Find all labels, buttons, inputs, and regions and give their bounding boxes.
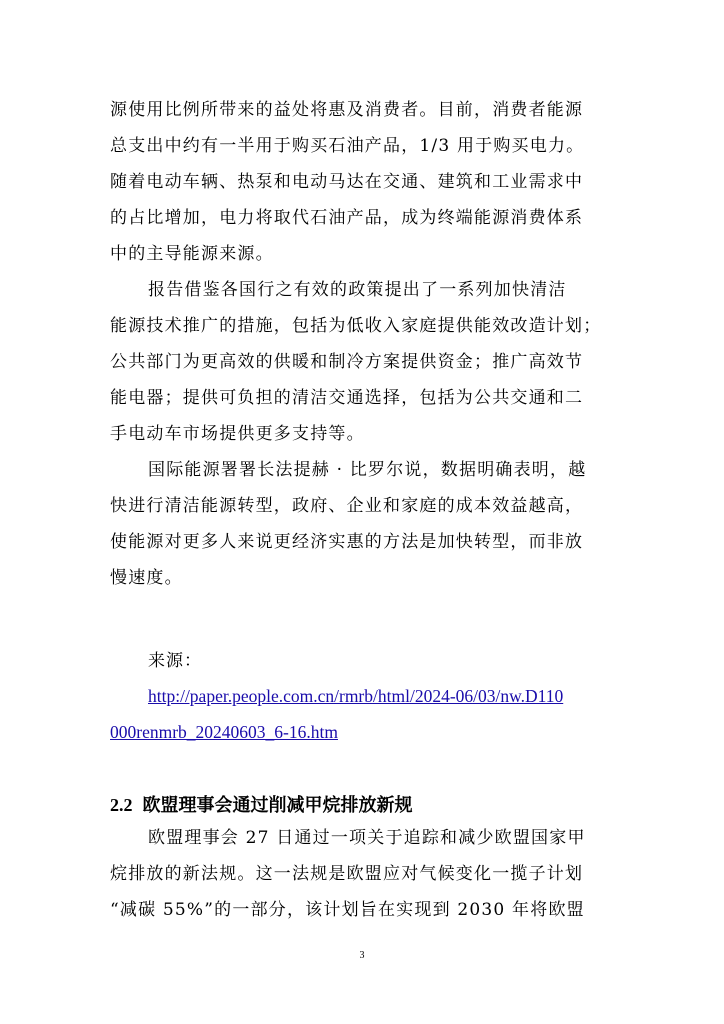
text-line: 源使用比例所带来的益处将惠及消费者。目前，消费者能源 <box>110 100 584 120</box>
text-line: 国际能源署署长法提赫 · 比罗尔说，数据明确表明，越 <box>148 460 587 480</box>
text-line: “减碳 55%”的一部分，该计划旨在实现到 2030 年将欧盟 <box>110 900 585 920</box>
section-heading <box>110 792 413 819</box>
text-line: 报告借鉴各国行之有效的政策提出了一系列加快清洁 <box>148 280 567 300</box>
text-line: 总支出中约有一半用于购买石油产品，1/3 用于购买电力。 <box>110 136 585 156</box>
text-line: 慢速度。 <box>110 568 183 588</box>
text-line: 的占比增加，电力将取代石油产品，成为终端能源消费体系 <box>110 208 584 228</box>
text-line: 能电器；提供可负担的清洁交通选择，包括为公共交通和二 <box>110 388 584 408</box>
source-link-line-1[interactable]: http://paper.people.com.cn/rmrb/html/2024-06/03/nw.D110 <box>148 686 564 706</box>
text-line: 中的主导能源来源。 <box>110 244 274 264</box>
text-line: 手电动车市场提供更多支持等。 <box>110 424 365 444</box>
text-line: 使能源对更多人来说更经济实惠的方法是加快转型，而非放 <box>110 532 584 552</box>
section-number: 2.2 <box>110 795 133 815</box>
text-line: 公共部门为更高效的供暖和制冷方案提供资金；推广高效节 <box>110 352 584 372</box>
paragraph-methane-regulation <box>110 820 616 928</box>
text-line: 快进行清洁能源转型，政府、企业和家庭的成本效益越高， <box>110 496 584 516</box>
paragraph-iea-quote <box>110 452 616 596</box>
page-number: 3 <box>359 950 365 961</box>
text-line: 烷排放的新法规。这一法规是欧盟应对气候变化一揽子计划 <box>110 864 584 884</box>
text-line: 欧盟理事会 27 日通过一项关于追踪和减少欧盟国家甲 <box>148 828 586 848</box>
text-line: 能源技术推广的措施，包括为低收入家庭提供能效改造计划； <box>110 316 602 336</box>
source-link-line-2[interactable]: 000renmrb_20240603_6-16.htm <box>110 722 338 742</box>
source-label: 来源： <box>148 651 202 671</box>
paragraph-consumer-benefits <box>110 92 616 272</box>
section-title: 欧盟理事会通过削减甲烷排放新规 <box>142 795 413 816</box>
text-line: 随着电动车辆、热泵和电动马达在交通、建筑和工业需求中 <box>110 172 584 192</box>
paragraph-policy-measures <box>110 272 616 452</box>
